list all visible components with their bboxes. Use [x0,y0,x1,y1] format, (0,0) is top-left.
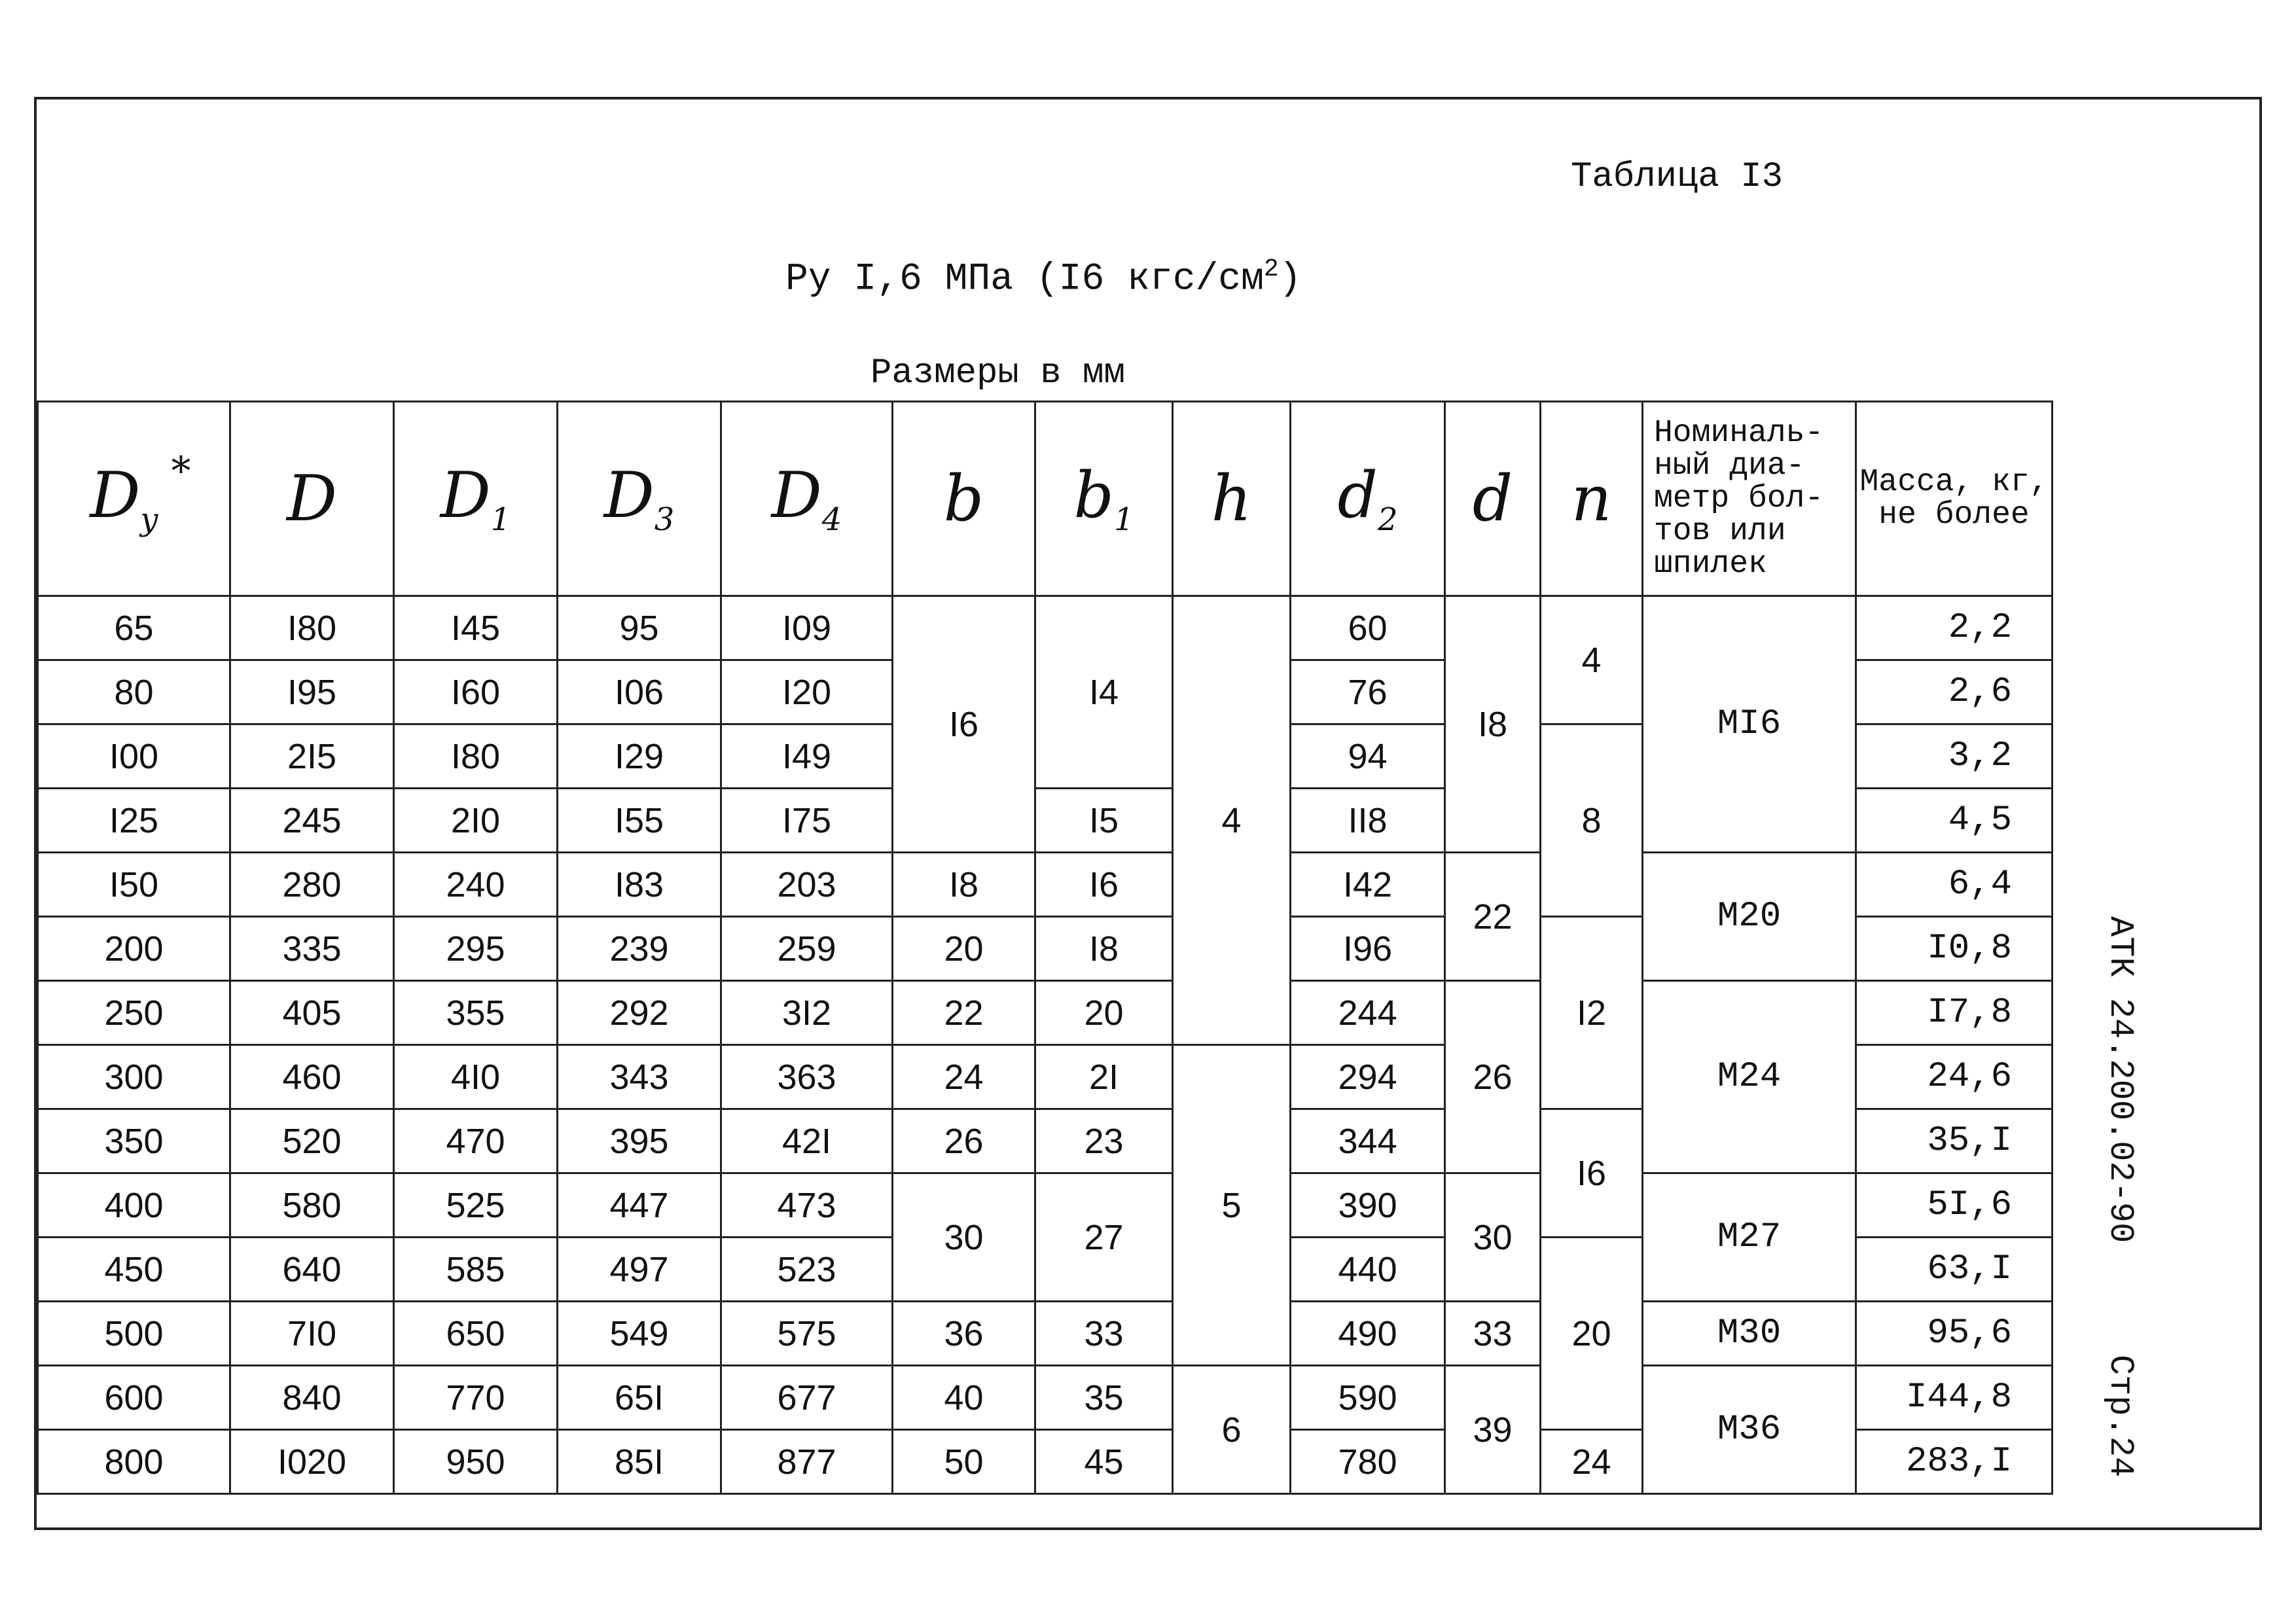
cell-d4: I49 [721,724,893,789]
cell-bolts: М27 [1643,1173,1856,1302]
cell-mass: 63,I [1856,1238,2053,1302]
cell-d4: I75 [721,789,893,853]
cell-d4: 575 [721,1302,893,1366]
cell-mass: 3,2 [1856,724,2053,789]
cell-mass: I7,8 [1856,981,2053,1045]
cell-b: 36 [893,1302,1035,1366]
cell-b1: 35 [1035,1366,1173,1430]
cell-d: 405 [230,981,394,1045]
cell-dy: 300 [38,1045,230,1109]
cell-d4: 877 [721,1430,893,1494]
cell-mass: 4,5 [1856,789,2053,853]
cell-d2: I96 [1291,917,1445,981]
cell-d: I80 [230,596,394,660]
cell-d3: 549 [558,1302,721,1366]
table-row [38,853,2053,917]
cell-n: 20 [1541,1238,1643,1430]
cell-mass: 2,2 [1856,596,2053,660]
col-b-header: b [893,402,1035,596]
cell-dy: I25 [38,789,230,853]
cell-d2: 294 [1291,1045,1445,1109]
cell-h: 4 [1173,596,1291,1045]
table-number: Таблица I3 [1571,157,1784,197]
cell-d4: 259 [721,917,893,981]
cell-dsmall: 30 [1445,1173,1541,1302]
cell-d1: 240 [394,853,558,917]
table-row [38,1302,2053,1366]
cell-dy: 65 [38,596,230,660]
pressure-sup: 2 [1263,255,1279,283]
cell-dsmall: I8 [1445,596,1541,853]
cell-b1: I6 [1035,853,1173,917]
cell-d: 245 [230,789,394,853]
col-dsmall-header: d [1445,402,1541,596]
pressure-main: Ру I,6 МПа (I6 кгс/см [785,258,1264,301]
cell-mass: I44,8 [1856,1366,2053,1430]
cell-d2: II8 [1291,789,1445,853]
cell-d1: I45 [394,596,558,660]
cell-dy: 200 [38,917,230,981]
cell-dy: 500 [38,1302,230,1366]
cell-d3: 95 [558,596,721,660]
cell-d1: I80 [394,724,558,789]
cell-h: 6 [1173,1366,1291,1494]
col-h-header: h [1173,402,1291,596]
cell-d: 520 [230,1109,394,1173]
cell-bolts: М30 [1643,1302,1856,1366]
cell-d2: 344 [1291,1109,1445,1173]
cell-d1: 295 [394,917,558,981]
table-row [38,981,2053,1045]
cell-d: 640 [230,1238,394,1302]
cell-b1: I8 [1035,917,1173,981]
cell-d3: 85I [558,1430,721,1494]
cell-b1: I5 [1035,789,1173,853]
cell-d2: 590 [1291,1366,1445,1430]
cell-d3: 292 [558,981,721,1045]
cell-d1: 585 [394,1238,558,1302]
cell-d1: 770 [394,1366,558,1430]
cell-h: 5 [1173,1045,1291,1366]
cell-dy: 600 [38,1366,230,1430]
cell-b: 26 [893,1109,1035,1173]
cell-d: 335 [230,917,394,981]
cell-b: 22 [893,981,1035,1045]
cell-d3: 239 [558,917,721,981]
cell-mass: 2,6 [1856,660,2053,724]
cell-mass: I0,8 [1856,917,2053,981]
cell-n: 8 [1541,724,1643,917]
asterisk-mark: * [171,448,191,495]
cell-d1: 355 [394,981,558,1045]
cell-d1: 525 [394,1173,558,1238]
table-row [38,596,2053,660]
cell-dsmall: 22 [1445,853,1541,981]
units-caption: Размеры в мм [870,353,1125,393]
cell-d2: 76 [1291,660,1445,724]
col-n-header: n [1541,402,1643,596]
cell-b: I8 [893,853,1035,917]
cell-d2: 244 [1291,981,1445,1045]
cell-d: 7I0 [230,1302,394,1366]
cell-d3: 65I [558,1366,721,1430]
cell-dy: 250 [38,981,230,1045]
pressure-heading [785,255,1302,300]
cell-d4: 363 [721,1045,893,1109]
cell-b: 30 [893,1173,1035,1302]
cell-dsmall: 26 [1445,981,1541,1173]
cell-d2: 490 [1291,1302,1445,1366]
col-d1-header: $D_1$ [394,402,558,596]
cell-b: 50 [893,1430,1035,1494]
cell-n: I6 [1541,1109,1643,1238]
page-number: Стр.24 [2101,1355,2140,1478]
cell-b1: 33 [1035,1302,1173,1366]
cell-d3: I55 [558,789,721,853]
cell-d2: I42 [1291,853,1445,917]
cell-d3: 343 [558,1045,721,1109]
cell-dy: 450 [38,1238,230,1302]
flange-dimensions-table [37,401,2053,1495]
cell-b: 40 [893,1366,1035,1430]
document-code: АТК 24.200.02-90 [2101,916,2140,1243]
cell-d4: 523 [721,1238,893,1302]
cell-d4: 473 [721,1173,893,1238]
cell-d4: 203 [721,853,893,917]
cell-d4: I20 [721,660,893,724]
cell-d4: 3I2 [721,981,893,1045]
cell-dy: 800 [38,1430,230,1494]
cell-mass: 35,I [1856,1109,2053,1173]
cell-d: 280 [230,853,394,917]
cell-b1: 20 [1035,981,1173,1045]
cell-d: 460 [230,1045,394,1109]
cell-d1: 2I0 [394,789,558,853]
cell-dy: 400 [38,1173,230,1238]
cell-n: 24 [1541,1430,1643,1494]
cell-mass: 95,6 [1856,1302,2053,1366]
cell-bolts: МI6 [1643,596,1856,853]
cell-b1: 23 [1035,1109,1173,1173]
cell-d3: I06 [558,660,721,724]
cell-d3: 497 [558,1238,721,1302]
cell-b1: 27 [1035,1173,1173,1302]
cell-mass: 6,4 [1856,853,2053,917]
col-d3-header: $D_3$ [558,402,721,596]
cell-d4: 677 [721,1366,893,1430]
col-b1-header: $b_1$ [1035,402,1173,596]
cell-b: 20 [893,917,1035,981]
cell-d2: 440 [1291,1238,1445,1302]
cell-dy: I50 [38,853,230,917]
cell-d3: I29 [558,724,721,789]
cell-dy: 350 [38,1109,230,1173]
cell-dy: 80 [38,660,230,724]
cell-d1: 470 [394,1109,558,1173]
col-dy-header: $D_y^*$ [38,402,230,596]
col-bolts-header: Номиналь- ный диа- метр бол- тов или шпилек [1643,402,1856,596]
table-row [38,1366,2053,1430]
cell-d2: 94 [1291,724,1445,789]
cell-b: 24 [893,1045,1035,1109]
cell-d: 580 [230,1173,394,1238]
cell-d: I95 [230,660,394,724]
col-d4-header: $D_4$ [721,402,893,596]
cell-bolts: М36 [1643,1366,1856,1494]
cell-d2: 60 [1291,596,1445,660]
cell-d2: 780 [1291,1430,1445,1494]
cell-dsmall: 33 [1445,1302,1541,1366]
table-row [38,1173,2053,1238]
col-d-header: D [230,402,394,596]
cell-d1: 4I0 [394,1045,558,1109]
cell-b1: I4 [1035,596,1173,789]
cell-b1: 45 [1035,1430,1173,1494]
cell-d3: I83 [558,853,721,917]
cell-d: 2I5 [230,724,394,789]
cell-d2: 390 [1291,1173,1445,1238]
cell-d4: I09 [721,596,893,660]
cell-d1: I60 [394,660,558,724]
cell-d1: 650 [394,1302,558,1366]
cell-b1: 2I [1035,1045,1173,1109]
cell-b: I6 [893,596,1035,853]
col-mass-header: Масса, кг, не более [1856,402,2053,596]
cell-mass: 5I,6 [1856,1173,2053,1238]
cell-dsmall: 39 [1445,1366,1541,1494]
cell-bolts: М20 [1643,853,1856,981]
col-d2-header: $d_2$ [1291,402,1445,596]
pressure-close: ) [1278,258,1302,301]
cell-d1: 950 [394,1430,558,1494]
cell-d3: 447 [558,1173,721,1238]
header-row [38,402,2053,596]
cell-d3: 395 [558,1109,721,1173]
cell-mass: 283,I [1856,1430,2053,1494]
cell-n: I2 [1541,917,1643,1109]
cell-dy: I00 [38,724,230,789]
cell-mass: 24,6 [1856,1045,2053,1109]
cell-d: I020 [230,1430,394,1494]
cell-d: 840 [230,1366,394,1430]
cell-d4: 42I [721,1109,893,1173]
cell-n: 4 [1541,596,1643,724]
cell-bolts: М24 [1643,981,1856,1173]
